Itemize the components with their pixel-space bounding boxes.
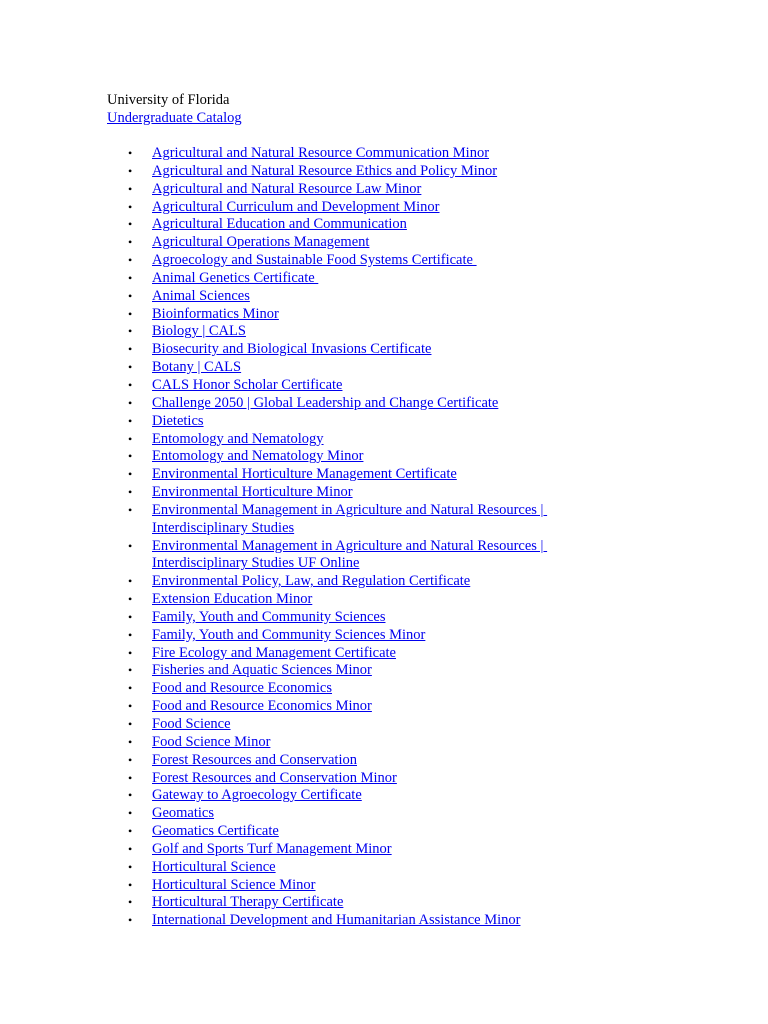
list-item: [107, 823, 567, 841]
list-item: [107, 894, 567, 912]
list-item: [107, 787, 567, 805]
list-item: [107, 877, 567, 895]
program-link[interactable]: Agricultural and Natural Resource Law Minor: [152, 180, 422, 197]
list-item: [107, 609, 567, 627]
program-link[interactable]: Dietetics: [152, 412, 204, 429]
list-item: [107, 716, 567, 734]
list-item: [107, 341, 567, 359]
program-link[interactable]: Food and Resource Economics: [152, 680, 333, 697]
list-item: [107, 466, 567, 484]
program-link[interactable]: Botany | CALS: [152, 359, 242, 376]
list-item: [107, 234, 567, 252]
bullet-icon: •: [128, 253, 133, 268]
bullet-icon: •: [128, 592, 133, 607]
list-item: [107, 163, 567, 181]
bullet-icon: •: [128, 877, 133, 892]
bullet-icon: •: [128, 717, 133, 731]
program-link[interactable]: Food Science: [152, 716, 231, 732]
program-link[interactable]: Environmental Management in Agriculture and Natural Resources | Interdisciplinary Studies: [152, 501, 548, 536]
bullet-icon: •: [128, 485, 133, 500]
list-item: [107, 484, 567, 502]
program-link[interactable]: Fire Ecology and Management Certificate: [152, 644, 396, 661]
list-item: [107, 181, 567, 199]
program-link[interactable]: Agricultural Operations Management: [152, 234, 370, 251]
bullet-icon: •: [128, 752, 133, 767]
list-item: [107, 252, 567, 270]
list-item: [107, 770, 567, 788]
list-item: [107, 431, 567, 449]
list-item: [107, 270, 567, 288]
list-item: [107, 912, 567, 930]
program-link[interactable]: Environmental Horticulture Management Certificate: [152, 466, 457, 483]
bullet-icon: •: [128, 538, 133, 553]
list-item: [107, 680, 567, 698]
program-link[interactable]: Horticultural Therapy Certificate: [152, 894, 344, 911]
program-link[interactable]: Horticultural Science: [152, 858, 276, 875]
program-link[interactable]: Agroecology and Sustainable Food Systems Certificate: [152, 252, 477, 269]
bullet-icon: •: [128, 181, 133, 196]
program-link[interactable]: Environmental Management in Agriculture and Natural Resources | Interdisciplinary Studies UF Online: [152, 537, 548, 572]
program-link[interactable]: Geomatics: [152, 805, 215, 822]
program-link[interactable]: Animal Sciences: [152, 287, 250, 304]
program-link[interactable]: Entomology and Nematology Minor: [152, 448, 364, 465]
list-item: [107, 395, 567, 413]
list-item: [107, 448, 567, 466]
institution-name: University of Florida: [107, 92, 230, 108]
list-item: [107, 645, 567, 663]
bullet-icon: •: [128, 627, 133, 642]
undergraduate-catalog-link[interactable]: Undergraduate Catalog: [107, 109, 242, 126]
program-link[interactable]: Environmental Horticulture Minor: [152, 484, 353, 501]
program-link[interactable]: Agricultural and Natural Resource Communication Minor: [152, 145, 490, 161]
bullet-icon: •: [128, 270, 133, 285]
list-item: [107, 573, 567, 591]
list-item: [107, 413, 567, 431]
program-link[interactable]: Biology | CALS: [152, 323, 246, 340]
program-link[interactable]: CALS Honor Scholar Certificate: [152, 376, 343, 393]
list-item: [107, 377, 567, 395]
program-link[interactable]: Geomatics Certificate: [152, 823, 279, 840]
bullet-icon: •: [128, 681, 133, 696]
bullet-icon: •: [128, 663, 133, 678]
list-item: [107, 306, 567, 324]
program-link[interactable]: Biosecurity and Biological Invasions Certificate: [152, 341, 432, 358]
bullet-icon: •: [128, 395, 133, 410]
program-link[interactable]: Horticultural Science Minor: [152, 876, 316, 893]
program-link[interactable]: Forest Resources and Conservation Minor: [152, 769, 397, 786]
list-item: [107, 841, 567, 859]
bullet-icon: •: [128, 645, 133, 660]
bullet-icon: •: [128, 449, 133, 464]
bullet-icon: •: [128, 235, 133, 250]
bullet-icon: •: [128, 377, 133, 392]
program-link[interactable]: Environmental Policy, Law, and Regulation Certificate: [152, 573, 471, 590]
bullet-icon: •: [128, 306, 133, 321]
list-item: [107, 662, 567, 680]
bullet-icon: •: [128, 324, 133, 339]
list-item: [107, 216, 567, 234]
list-item: [107, 734, 567, 752]
program-link[interactable]: Family, Youth and Community Sciences: [152, 608, 386, 625]
list-item: [107, 805, 567, 823]
program-link[interactable]: Fisheries and Aquatic Sciences Minor: [152, 662, 372, 679]
bullet-icon: •: [128, 895, 133, 910]
bullet-icon: •: [128, 342, 133, 357]
program-link[interactable]: Entomology and Nematology: [152, 430, 324, 447]
bullet-icon: •: [128, 163, 133, 178]
program-link[interactable]: Forest Resources and Conservation: [152, 751, 357, 768]
bullet-icon: •: [128, 806, 133, 821]
bullet-icon: •: [128, 574, 133, 589]
bullet-icon: •: [128, 609, 133, 624]
program-link[interactable]: Golf and Sports Turf Management Minor: [152, 840, 392, 857]
list-item: [107, 145, 567, 163]
bullet-icon: •: [128, 841, 133, 856]
catalog-page: [107, 92, 727, 930]
list-item: [107, 288, 567, 306]
program-link[interactable]: Agricultural and Natural Resource Ethics and Policy Minor: [152, 162, 498, 179]
bullet-icon: •: [128, 431, 133, 446]
program-link[interactable]: Family, Youth and Community Sciences Minor: [152, 626, 426, 643]
program-list: [107, 145, 567, 930]
list-item: [107, 627, 567, 645]
program-link[interactable]: Food Science Minor: [152, 733, 271, 750]
bullet-icon: •: [128, 770, 133, 785]
list-item: [107, 698, 567, 716]
program-link[interactable]: Animal Genetics Certificate: [152, 269, 319, 286]
list-item: [107, 502, 567, 538]
bullet-icon: •: [128, 734, 133, 749]
program-link[interactable]: International Development and Humanitarian Assistance Minor: [152, 912, 521, 929]
bullet-icon: •: [128, 360, 133, 375]
list-item: [107, 752, 567, 770]
bullet-icon: •: [128, 699, 133, 714]
bullet-icon: •: [128, 288, 133, 303]
bullet-icon: •: [128, 217, 133, 232]
bullet-icon: •: [128, 788, 133, 803]
list-item: [107, 199, 567, 217]
program-link[interactable]: Challenge 2050 | Global Leadership and Change Certificate: [152, 394, 499, 411]
list-item: [107, 591, 567, 609]
bullet-icon: •: [128, 502, 133, 517]
program-link[interactable]: Extension Education Minor: [152, 591, 313, 608]
list-item: [107, 359, 567, 377]
list-item: [107, 859, 567, 877]
program-link[interactable]: Food and Resource Economics Minor: [152, 698, 372, 715]
program-link[interactable]: Bioinformatics Minor: [152, 305, 279, 322]
list-item: [107, 538, 567, 574]
bullet-icon: •: [128, 146, 133, 160]
bullet-icon: •: [128, 913, 133, 928]
bullet-icon: •: [128, 824, 133, 839]
program-link[interactable]: Agricultural Education and Communication: [152, 216, 407, 233]
bullet-icon: •: [128, 413, 133, 428]
bullet-icon: •: [128, 467, 133, 482]
bullet-icon: •: [128, 199, 133, 214]
bullet-icon: •: [128, 859, 133, 874]
program-link[interactable]: Agricultural Curriculum and Development Minor: [152, 198, 440, 215]
program-link[interactable]: Gateway to Agroecology Certificate: [152, 787, 362, 804]
list-item: [107, 323, 567, 341]
